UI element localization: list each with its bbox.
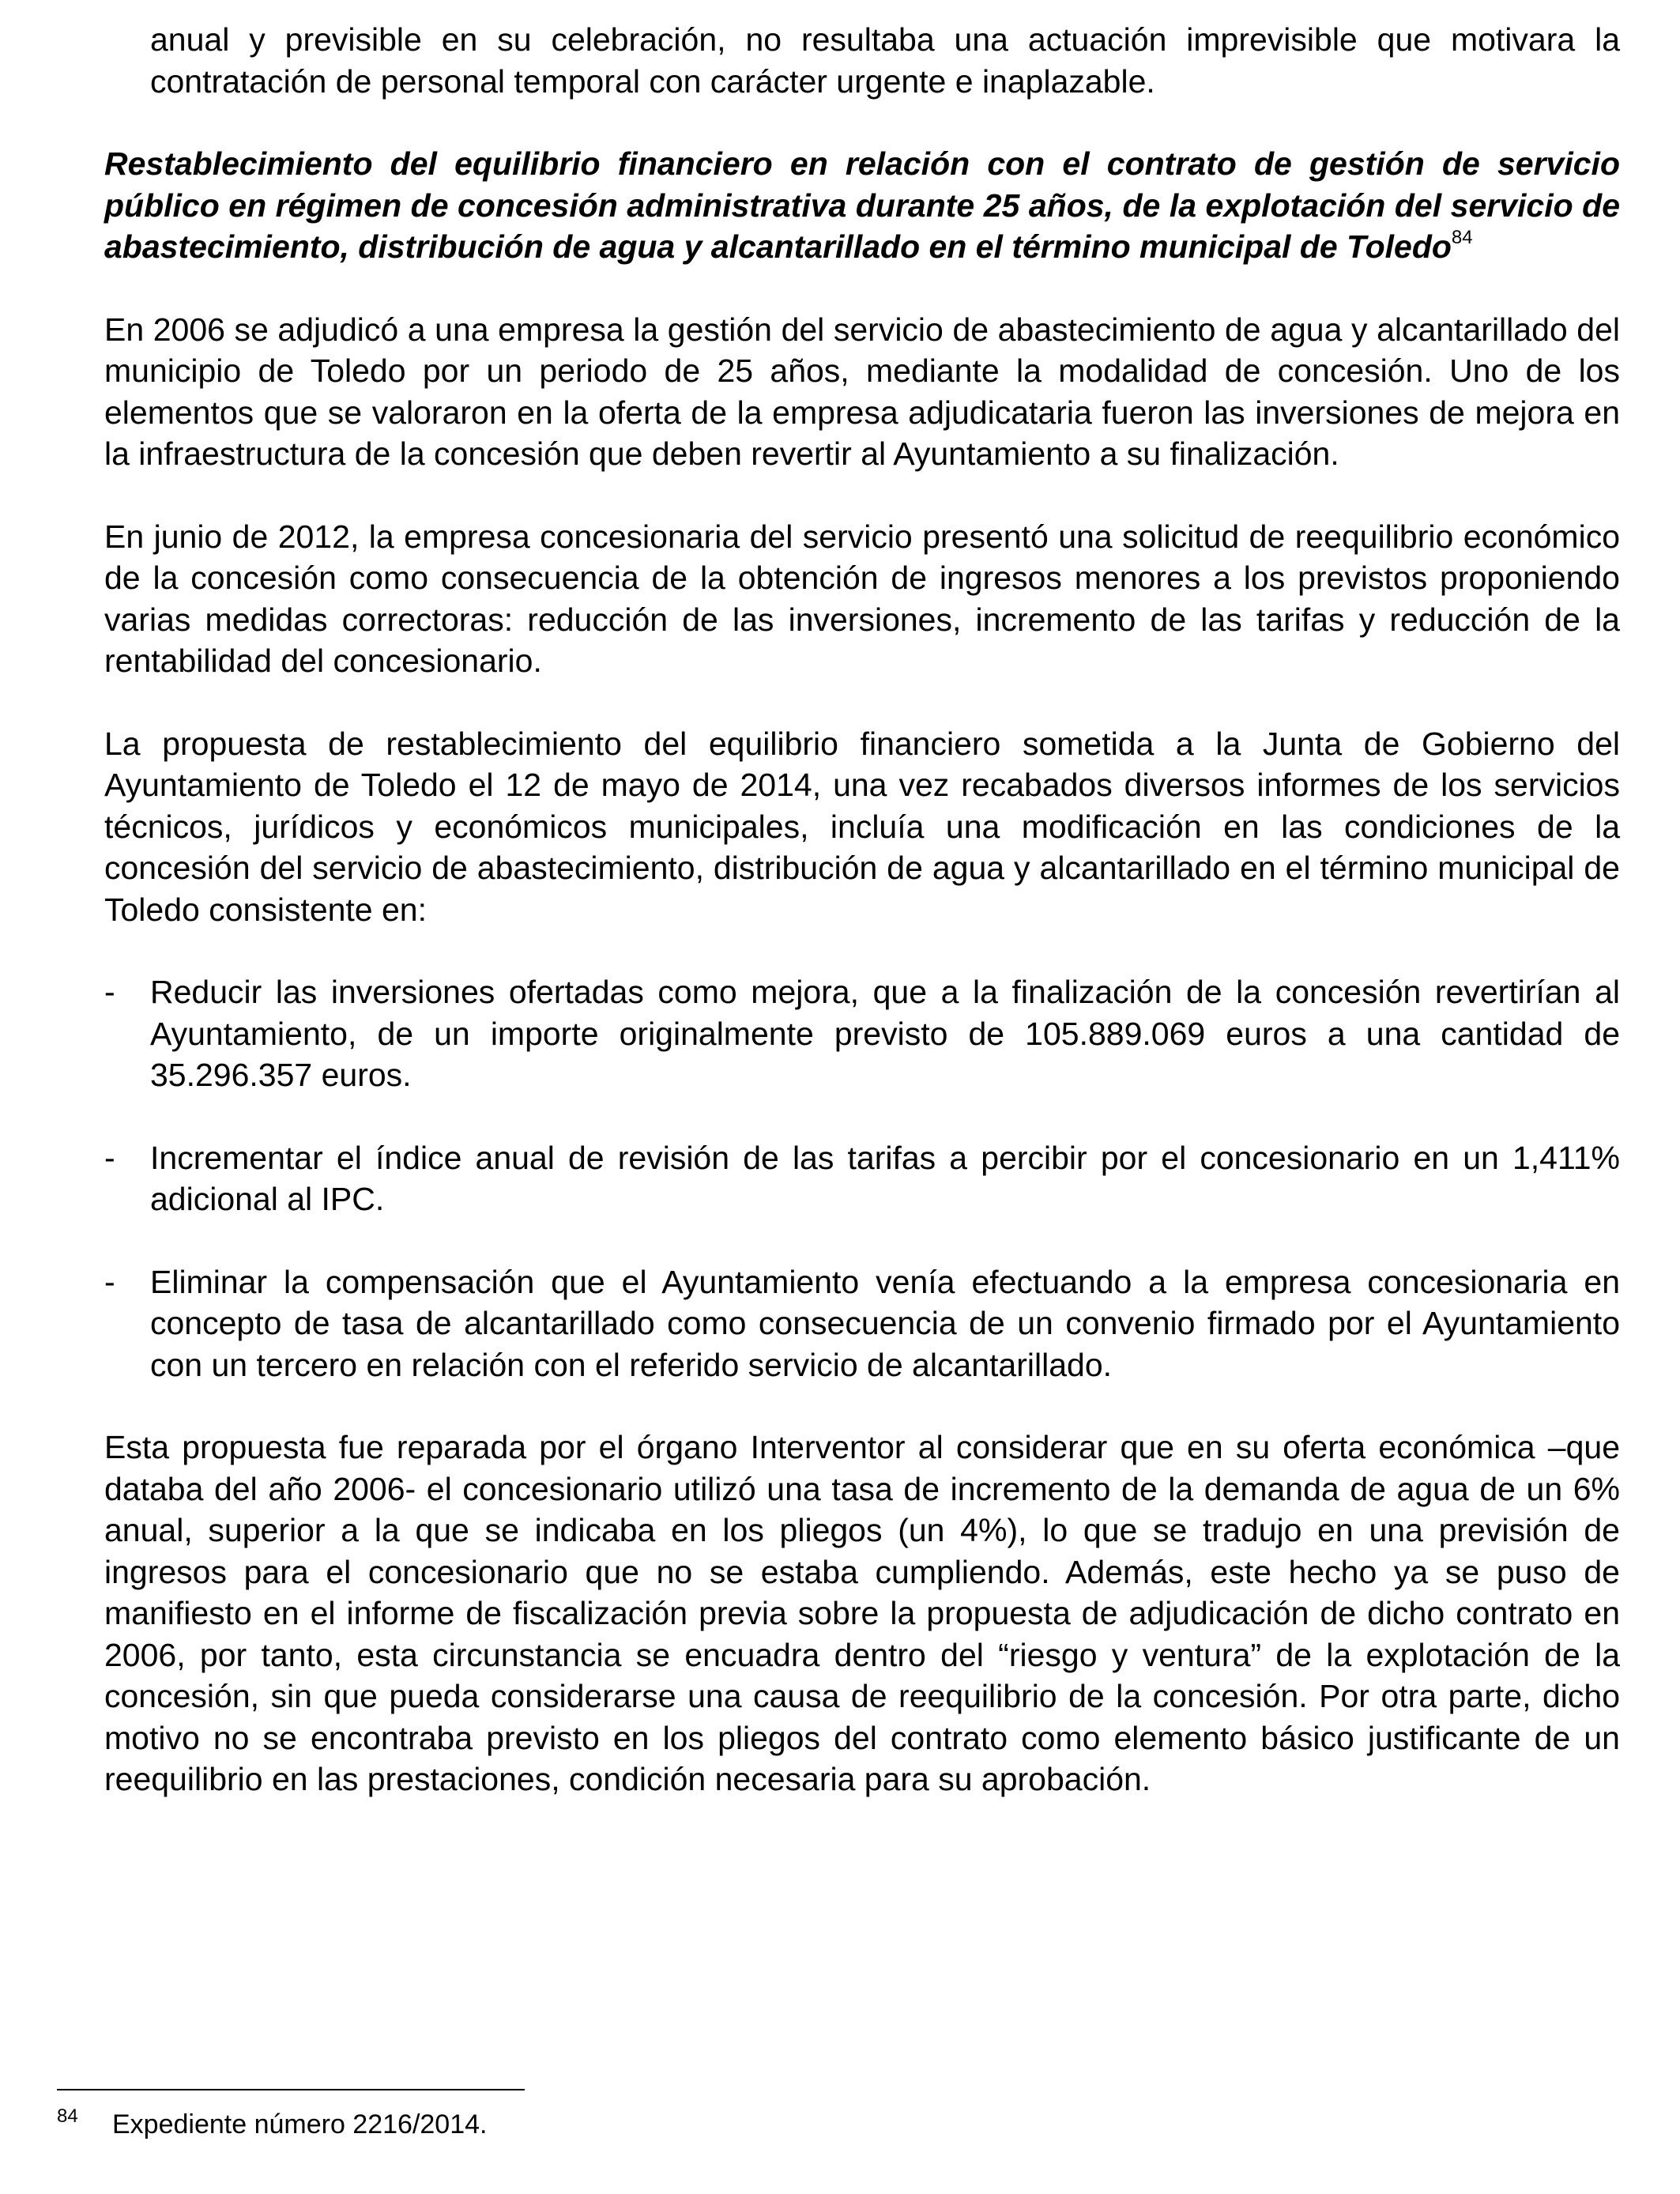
list-dash: - (104, 974, 115, 1010)
list-item (104, 1137, 1620, 1220)
footnote (57, 2107, 487, 2142)
footnote-number: 84 (57, 2105, 78, 2127)
paragraph-propuesta: La propuesta de restablecimiento del equilibrio financiero sometida a la Junta de Gobierno del Ayuntamiento de Toledo el 12 de mayo de 2014, una vez recabados diversos informes de los servicios técnicos, jurídicos y económicos municipales, incluía una modificación en las condiciones de la concesión del servicio de abastecimiento, distribución de agua y alcantarillado en el término municipal de Toledo consistente en: (104, 725, 1620, 928)
list-item-text: Reducir las inversiones ofertadas como mejora, que a la finalización de la concesión revertirían al Ayuntamiento, de un importe originalmente previsto de 105.889.069 euros a una cantidad de 35.296.357 euros. (150, 974, 1620, 1093)
list-dash: - (104, 1139, 115, 1176)
list-item-text: Eliminar la compensación que el Ayuntamiento venía efectuando a la empresa concesionaria en concepto de tasa de alcantarillado como consecuencia de un convenio firmado por el Ayuntamiento con un tercero en relación con el referido servicio de alcantarillado. (150, 1263, 1620, 1383)
paragraph-solicitud: En junio de 2012, la empresa concesionaria del servicio presentó una solicitud de reequilibrio económico de la concesión como consecuencia de la obtención de ingresos menores a los previstos proponiendo varias medidas correctoras: reducción de las inversiones, incremento de las tarifas y reducción de la rentabilidad del concesionario. (104, 518, 1620, 679)
section-heading (104, 143, 1620, 268)
list-item (104, 971, 1620, 1096)
list-dash: - (104, 1263, 115, 1300)
document-body (104, 19, 1620, 1800)
list-item (104, 1261, 1620, 1386)
paragraph-adjudicacion: En 2006 se adjudicó a una empresa la gestión del servicio de abastecimiento de agua y alcantarillado del municipio de Toledo por un periodo de 25 años, mediante la modalidad de concesión. Uno de los elementos que se valoraron en la oferta de la empresa adjudicataria fueron las inversiones de mejora en la infraestructura de la concesión que deben revertir al Ayuntamiento a su finalización. (104, 311, 1620, 472)
intro-continuation: anual y previsible en su celebración, no resultaba una actuación imprevisible que motivara la contratación de personal temporal con carácter urgente e inaplazable. (150, 21, 1620, 100)
footnote-text: Expediente número 2216/2014. (112, 2109, 488, 2139)
footnote-separator (57, 2089, 525, 2090)
paragraph-reparo: Esta propuesta fue reparada por el órgano Interventor al considerar que en su oferta económica –que databa del año 2006- el concesionario utilizó una tasa de incremento de la demanda de agua de un 6% anual, superior a la que se indicaba en los pliegos (un 4%), lo que se tradujo en una previsión de ingresos para el concesionario que no se estaba cumpliendo. Además, este hecho ya se puso de manifiesto en el informe de fiscalización previa sobre la propuesta de adjudicación de dicho contrato en 2006, por tanto, esta circunstancia se encuadra dentro del “riesgo y ventura” de la explotación de la concesión, sin que pueda considerarse una causa de reequilibrio de la concesión. Por otra parte, dicho motivo no se encontraba previsto en los pliegos del contrato como elemento básico justificante de un reequilibrio en las prestaciones, condición necesaria para su aprobación. (104, 1429, 1620, 1797)
list-item-text: Incrementar el índice anual de revisión de las tarifas a percibir por el concesionario en un 1,411% adicional al IPC. (150, 1139, 1620, 1217)
footnote-reference: 84 (1451, 227, 1473, 248)
section-heading-text: Restablecimiento del equilibrio financiero en relación con el contrato de gestión de servicio público en régimen de concesión administrativa durante 25 años, de la explotación del servicio de abastecimiento, distribución de agua y alcantarillado en el término municipal de Toledo (104, 145, 1620, 265)
